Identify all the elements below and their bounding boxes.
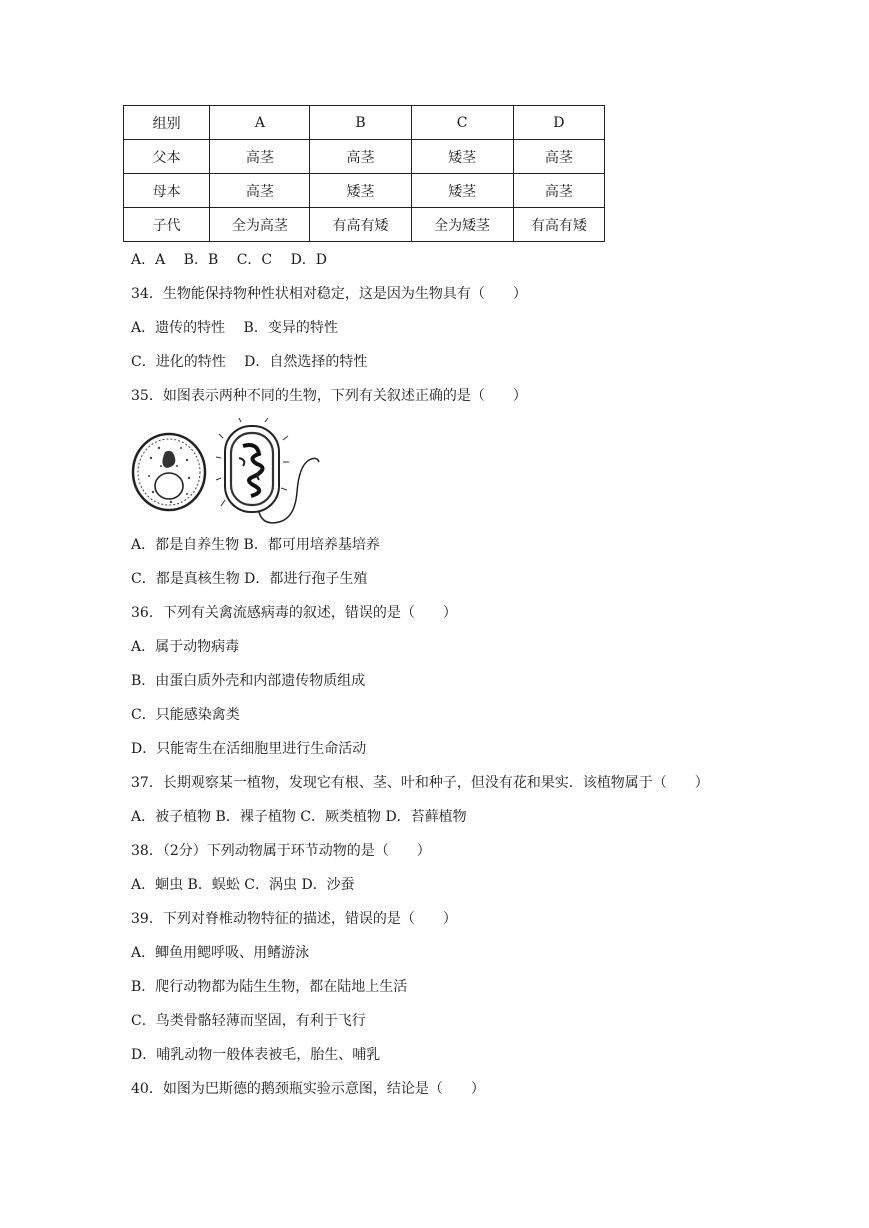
q34-options-1: A．遗传的特性 B．变异的特性 xyxy=(131,320,338,336)
q36-stem: 36．下列有关禽流感病毒的叙述，错误的是（ ） xyxy=(131,605,457,621)
q34-options-2: C．进化的特性 D．自然选择的特性 xyxy=(131,354,368,370)
q36-option-a: A．属于动物病毒 xyxy=(131,639,240,655)
table-row xyxy=(124,106,605,140)
table-cell: 矮茎 xyxy=(310,174,411,208)
q37-stem: 37．长期观察某一植物，发现它有根、茎、叶和种子，但没有花和果实．该植物属于（ ） xyxy=(131,775,709,791)
q36-option-b: B．由蛋白质外壳和内部遗传物质组成 xyxy=(131,673,366,689)
q38-stem: 38．（2分）下列动物属于环节动物的是（ ） xyxy=(131,843,431,859)
table-row xyxy=(124,140,605,174)
q35-options-2: C．都是真核生物 D．都进行孢子生殖 xyxy=(131,571,368,587)
yeast-cell-drawing xyxy=(133,434,205,510)
table-cell: 高茎 xyxy=(310,140,411,174)
table-row xyxy=(124,174,605,208)
q37-options: A．被子植物 B．裸子植物 C．厥类植物 D．苔藓植物 xyxy=(131,809,467,825)
table-cell: D xyxy=(513,106,604,140)
q35-options-1: A．都是自养生物 B．都可用培养基培养 xyxy=(131,537,380,553)
table-cell: 母本 xyxy=(124,174,210,208)
q34-stem: 34．生物能保持物种性状相对稳定，这是因为生物具有（ ） xyxy=(131,286,527,302)
table-cell: 组别 xyxy=(124,106,210,140)
table-cell: 全为矮茎 xyxy=(411,208,513,242)
table-cell: 有高有矮 xyxy=(513,208,604,242)
organisms-figure xyxy=(131,418,331,526)
table-cell: 父本 xyxy=(124,140,210,174)
q39-option-a: A．鲫鱼用鳃呼吸、用鳍游泳 xyxy=(131,945,310,961)
q36-option-d: D．只能寄生在活细胞里进行生命活动 xyxy=(131,741,367,757)
cross-table xyxy=(123,105,605,242)
table-cell: 高茎 xyxy=(513,174,604,208)
q35-stem: 35．如图表示两种不同的生物，下列有关叙述正确的是（ ） xyxy=(131,388,527,404)
q40-stem: 40．如图为巴斯德的鹅颈瓶实验示意图，结论是（ ） xyxy=(131,1081,485,1097)
table-cell: 高茎 xyxy=(513,140,604,174)
bacterium-drawing xyxy=(216,418,319,523)
q38-options: A．蛔虫 B．蜈蚣 C．涡虫 D．沙蚕 xyxy=(131,877,355,893)
q36-option-c: C．只能感染禽类 xyxy=(131,707,240,723)
q39-option-c: C．鸟类骨骼轻薄而坚固，有利于飞行 xyxy=(131,1013,366,1029)
table-cell: B xyxy=(310,106,411,140)
table-cell: 矮茎 xyxy=(411,140,513,174)
q39-option-b: B．爬行动物都为陆生生物，都在陆地上生活 xyxy=(131,979,408,995)
table-cell: 全为高茎 xyxy=(210,208,310,242)
q33-options: A．A B．B C．C D．D xyxy=(131,252,328,268)
q39-option-d: D．哺乳动物一般体表被毛，胎生、哺乳 xyxy=(131,1047,381,1063)
table-cell: 高茎 xyxy=(210,140,310,174)
table-cell: 子代 xyxy=(124,208,210,242)
table-cell: C xyxy=(411,106,513,140)
q39-stem: 39．下列对脊椎动物特征的描述，错误的是（ ） xyxy=(131,911,457,927)
table-cell: 高茎 xyxy=(210,174,310,208)
table-cell: A xyxy=(210,106,310,140)
table-cell: 矮茎 xyxy=(411,174,513,208)
table-cell: 有高有矮 xyxy=(310,208,411,242)
table-row xyxy=(124,208,605,242)
